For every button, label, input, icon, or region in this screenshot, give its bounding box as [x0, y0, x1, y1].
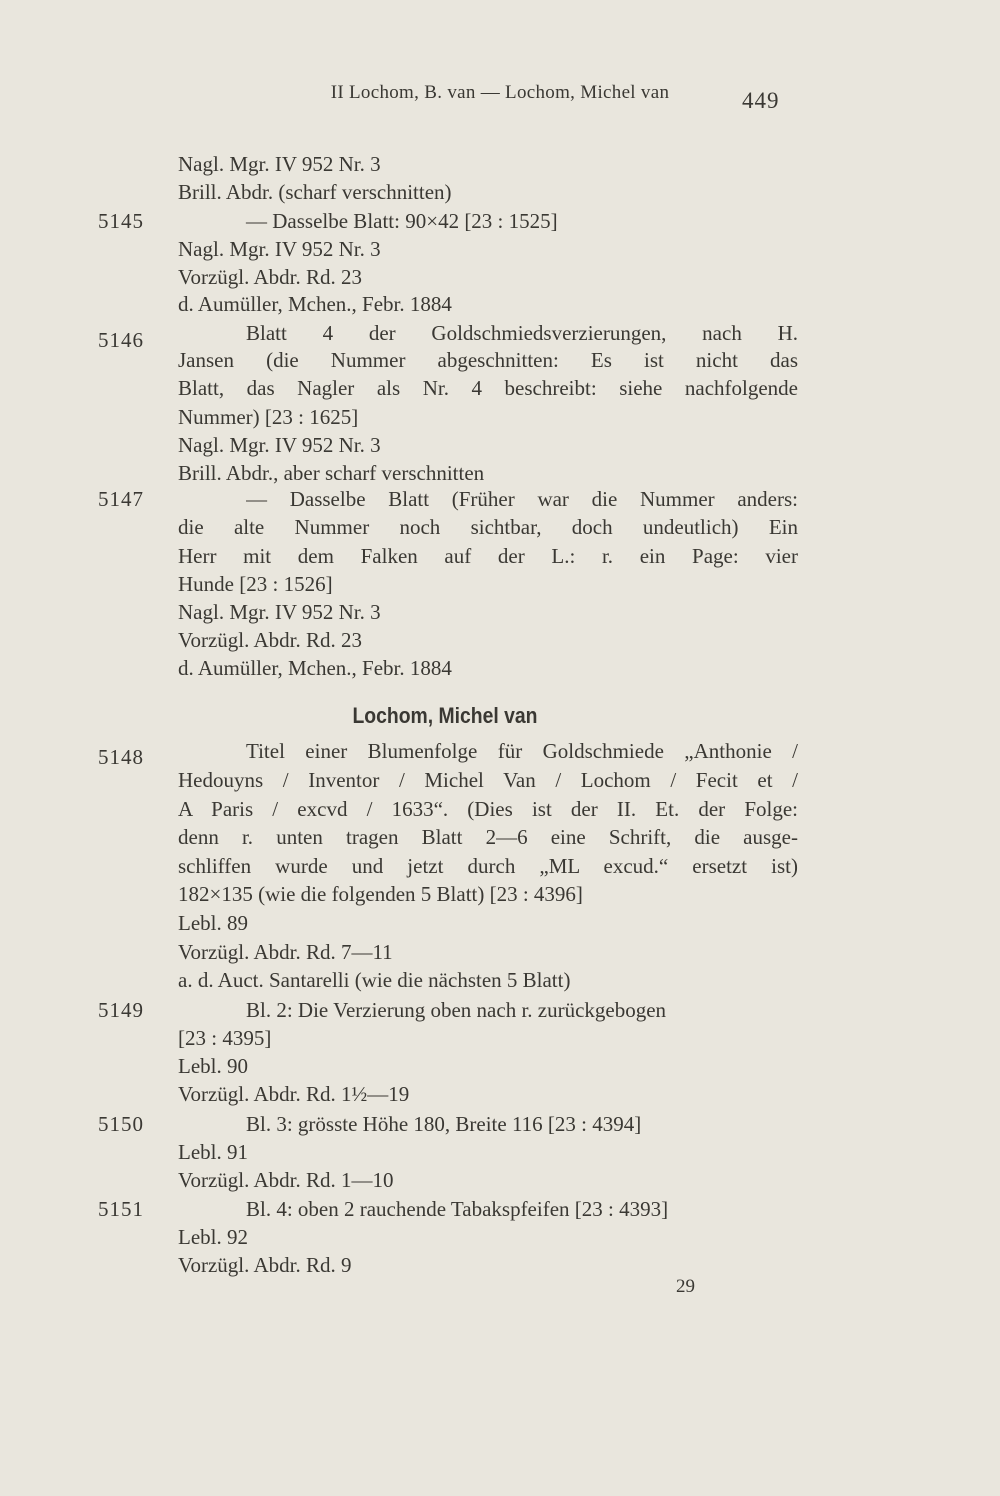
text-line: Jansen (die Nummer abgeschnitten: Es ist nicht das — [178, 348, 798, 372]
text-line: Bl. 4: oben 2 rauchende Tabakspfeifen [23 : 4393] — [246, 1197, 669, 1221]
text-line: d. Aumüller, Mchen., Febr. 1884 — [178, 656, 452, 680]
text-line: 182×135 (wie die folgenden 5 Blatt) [23 : 4396] — [178, 882, 583, 906]
entry-number-5150: 5150 — [98, 1112, 144, 1136]
text-line: Hunde [23 : 1526] — [178, 572, 333, 596]
text-line: Lebl. 90 — [178, 1054, 248, 1078]
text-line: Vorzügl. Abdr. Rd. 1½—19 — [178, 1082, 410, 1106]
signature-mark: 29 — [676, 1276, 695, 1297]
text-line: Nagl. Mgr. IV 952 Nr. 3 — [178, 433, 381, 457]
text-line: Nagl. Mgr. IV 952 Nr. 3 — [178, 152, 381, 176]
entry-number-5151: 5151 — [98, 1197, 144, 1221]
entry-number-5146: 5146 — [98, 328, 144, 352]
text-line: Nagl. Mgr. IV 952 Nr. 3 — [178, 237, 381, 261]
text-line: d. Aumüller, Mchen., Febr. 1884 — [178, 292, 452, 316]
text-line: Brill. Abdr. (scharf verschnitten) — [178, 180, 452, 204]
text-line: Lebl. 89 — [178, 911, 248, 935]
text-line: Blatt, das Nagler als Nr. 4 beschreibt: siehe nachfolgende — [178, 376, 798, 400]
text-line: Vorzügl. Abdr. Rd. 9 — [178, 1253, 352, 1277]
text-line: Titel einer Blumenfolge für Goldschmiede „Anthonie / — [246, 739, 798, 763]
text-line: Brill. Abdr., aber scharf verschnitten — [178, 461, 485, 485]
text-line: — Dasselbe Blatt (Früher war die Nummer anders: — [246, 487, 798, 511]
page-number: 449 — [742, 88, 780, 113]
text-line: Blatt 4 der Goldschmiedsverzierungen, nach H. — [246, 321, 798, 345]
text-line: Lebl. 92 — [178, 1225, 248, 1249]
text-line: Vorzügl. Abdr. Rd. 7—11 — [178, 940, 393, 964]
text-line: [23 : 4395] — [178, 1026, 272, 1050]
text-line: Bl. 3: grösste Höhe 180, Breite 116 [23 : 4394] — [246, 1112, 642, 1136]
section-heading: Lochom, Michel van — [352, 703, 538, 728]
text-line: Nummer) [23 : 1625] — [178, 405, 359, 429]
entry-number-5148: 5148 — [98, 745, 144, 769]
text-line: Vorzügl. Abdr. Rd. 23 — [178, 628, 362, 652]
entry-number-5149: 5149 — [98, 998, 144, 1022]
text-line: — Dasselbe Blatt: 90×42 [23 : 1525] — [246, 209, 558, 233]
text-line: A Paris / excvd / 1633“. (Dies ist der II. Et. der Folge: — [178, 797, 798, 821]
entry-number-5145: 5145 — [98, 209, 144, 233]
text-line: die alte Nummer noch sichtbar, doch undeutlich) Ein — [178, 515, 798, 539]
running-title: II Lochom, B. van — Lochom, Michel van — [330, 82, 670, 103]
text-line: a. d. Auct. Santarelli (wie die nächsten 5 Blatt) — [178, 968, 571, 992]
text-line: Herr mit dem Falken auf der L.: r. ein Page: vier — [178, 544, 798, 568]
text-line: Vorzügl. Abdr. Rd. 23 — [178, 265, 362, 289]
text-line: Vorzügl. Abdr. Rd. 1—10 — [178, 1168, 394, 1192]
text-line: Bl. 2: Die Verzierung oben nach r. zurückgebogen — [246, 998, 667, 1022]
text-line: denn r. unten tragen Blatt 2—6 eine Schrift, die ausge- — [178, 825, 798, 849]
text-line: Lebl. 91 — [178, 1140, 248, 1164]
entry-number-5147: 5147 — [98, 487, 144, 511]
text-line: schliffen wurde und jetzt durch „ML excud.“ ersetzt ist) — [178, 854, 798, 878]
text-line: Hedouyns / Inventor / Michel Van / Lochom / Fecit et / — [178, 768, 798, 792]
text-line: Nagl. Mgr. IV 952 Nr. 3 — [178, 600, 381, 624]
